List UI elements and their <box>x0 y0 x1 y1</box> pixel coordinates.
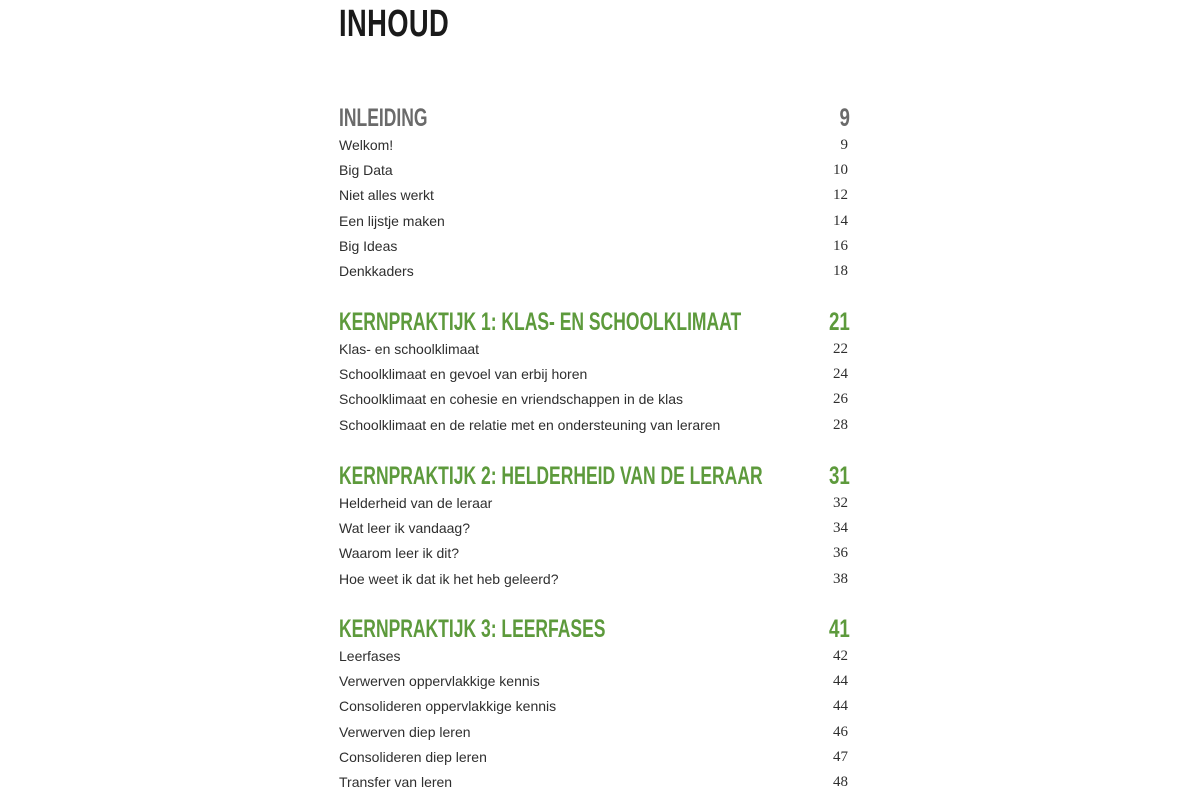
entry-page-number: 36 <box>833 545 848 562</box>
section-heading <box>339 614 851 644</box>
entry-label: Helderheid van de leraar <box>339 495 493 511</box>
entry-page-number: 9 <box>840 137 848 153</box>
section-heading <box>339 461 851 491</box>
toc-entry <box>339 770 851 795</box>
entry-label: Verwerven oppervlakkige kennis <box>339 673 540 690</box>
entry-page-number: 16 <box>833 237 848 254</box>
toc-section-kernpraktijk-3 <box>339 614 851 795</box>
entry-label: Klas- en schoolklimaat <box>339 341 480 357</box>
section-page-number: 9 <box>839 104 850 132</box>
section-title: KERNPRAKTIJK 2: HELDERHEID VAN DE LERAAR <box>339 462 763 490</box>
section-entry-list <box>339 491 851 592</box>
entry-page-number: 18 <box>833 262 848 279</box>
entry-page-number: 12 <box>833 187 848 204</box>
section-entry-list <box>339 644 851 795</box>
toc-section-kernpraktijk-1 <box>339 307 851 438</box>
entry-label: Verwerven diep leren <box>339 723 471 740</box>
entry-page-number: 32 <box>833 495 848 511</box>
toc-entry <box>339 745 851 770</box>
toc-entry <box>339 362 851 387</box>
section-entry-list <box>339 133 851 284</box>
toc-entry <box>339 413 851 438</box>
entry-label: Denkkaders <box>339 262 414 279</box>
entry-page-number: 28 <box>833 416 848 433</box>
section-title: KERNPRAKTIJK 3: LEERFASES <box>339 615 606 643</box>
entry-label: Hoe weet ik dat ik het heb geleerd? <box>339 570 559 587</box>
entry-label: Wat leer ik vandaag? <box>339 520 470 537</box>
entry-page-number: 14 <box>833 212 848 229</box>
toc-entry <box>339 567 851 592</box>
toc-entry <box>339 720 851 745</box>
toc-section-kernpraktijk-2 <box>339 461 851 592</box>
entry-page-number: 47 <box>833 748 848 765</box>
section-entry-list <box>339 337 851 438</box>
entry-page-number: 38 <box>833 570 848 587</box>
entry-label: Welkom! <box>339 137 394 153</box>
entry-page-number: 48 <box>833 773 848 790</box>
section-page-number: 21 <box>829 308 850 336</box>
toc-entry <box>339 541 851 566</box>
section-heading <box>339 307 851 337</box>
entry-page-number: 26 <box>833 391 848 408</box>
toc-entry <box>339 516 851 541</box>
entry-label: Een lijstje maken <box>339 212 445 229</box>
toc-entry <box>339 694 851 719</box>
entry-label: Schoolklimaat en de relatie met en ondersteuning van leraren <box>339 416 721 433</box>
toc-entry <box>339 491 851 516</box>
entry-label: Waarom leer ik dit? <box>339 545 460 562</box>
entry-label: Consolideren diep leren <box>339 748 487 765</box>
entry-label: Leerfases <box>339 648 401 664</box>
entry-page-number: 22 <box>833 341 848 357</box>
section-title: KERNPRAKTIJK 1: KLAS- EN SCHOOLKLIMAAT <box>339 308 742 336</box>
entry-page-number: 10 <box>833 162 848 179</box>
toc-section-inleiding <box>339 103 851 284</box>
entry-label: Niet alles werkt <box>339 187 434 204</box>
section-heading <box>339 103 851 133</box>
toc-entry <box>339 158 851 183</box>
entry-label: Big Ideas <box>339 237 398 254</box>
toc-entry <box>339 259 851 284</box>
entry-page-number: 24 <box>833 366 848 383</box>
entry-page-number: 42 <box>833 648 848 664</box>
section-page-number: 31 <box>829 462 850 490</box>
entry-label: Big Data <box>339 162 393 179</box>
entry-label: Consolideren oppervlakkige kennis <box>339 698 557 715</box>
entry-page-number: 44 <box>833 698 848 715</box>
section-page-number: 41 <box>829 615 850 643</box>
section-title: INLEIDING <box>339 104 428 132</box>
table-of-contents-page <box>339 0 851 800</box>
entry-label: Schoolklimaat en gevoel van erbij horen <box>339 366 588 383</box>
entry-label: Transfer van leren <box>339 773 453 790</box>
entry-page-number: 46 <box>833 723 848 740</box>
toc-entry <box>339 183 851 208</box>
toc-entry <box>339 133 851 158</box>
entry-label: Schoolklimaat en cohesie en vriendschappen in de klas <box>339 391 683 408</box>
page-title: INHOUD <box>339 3 450 45</box>
toc-entry <box>339 337 851 362</box>
entry-page-number: 34 <box>833 520 848 537</box>
toc-entry <box>339 209 851 234</box>
entry-page-number: 44 <box>833 673 848 690</box>
toc-entry <box>339 669 851 694</box>
toc-entry <box>339 644 851 669</box>
toc-entry <box>339 234 851 259</box>
toc-entry <box>339 387 851 412</box>
